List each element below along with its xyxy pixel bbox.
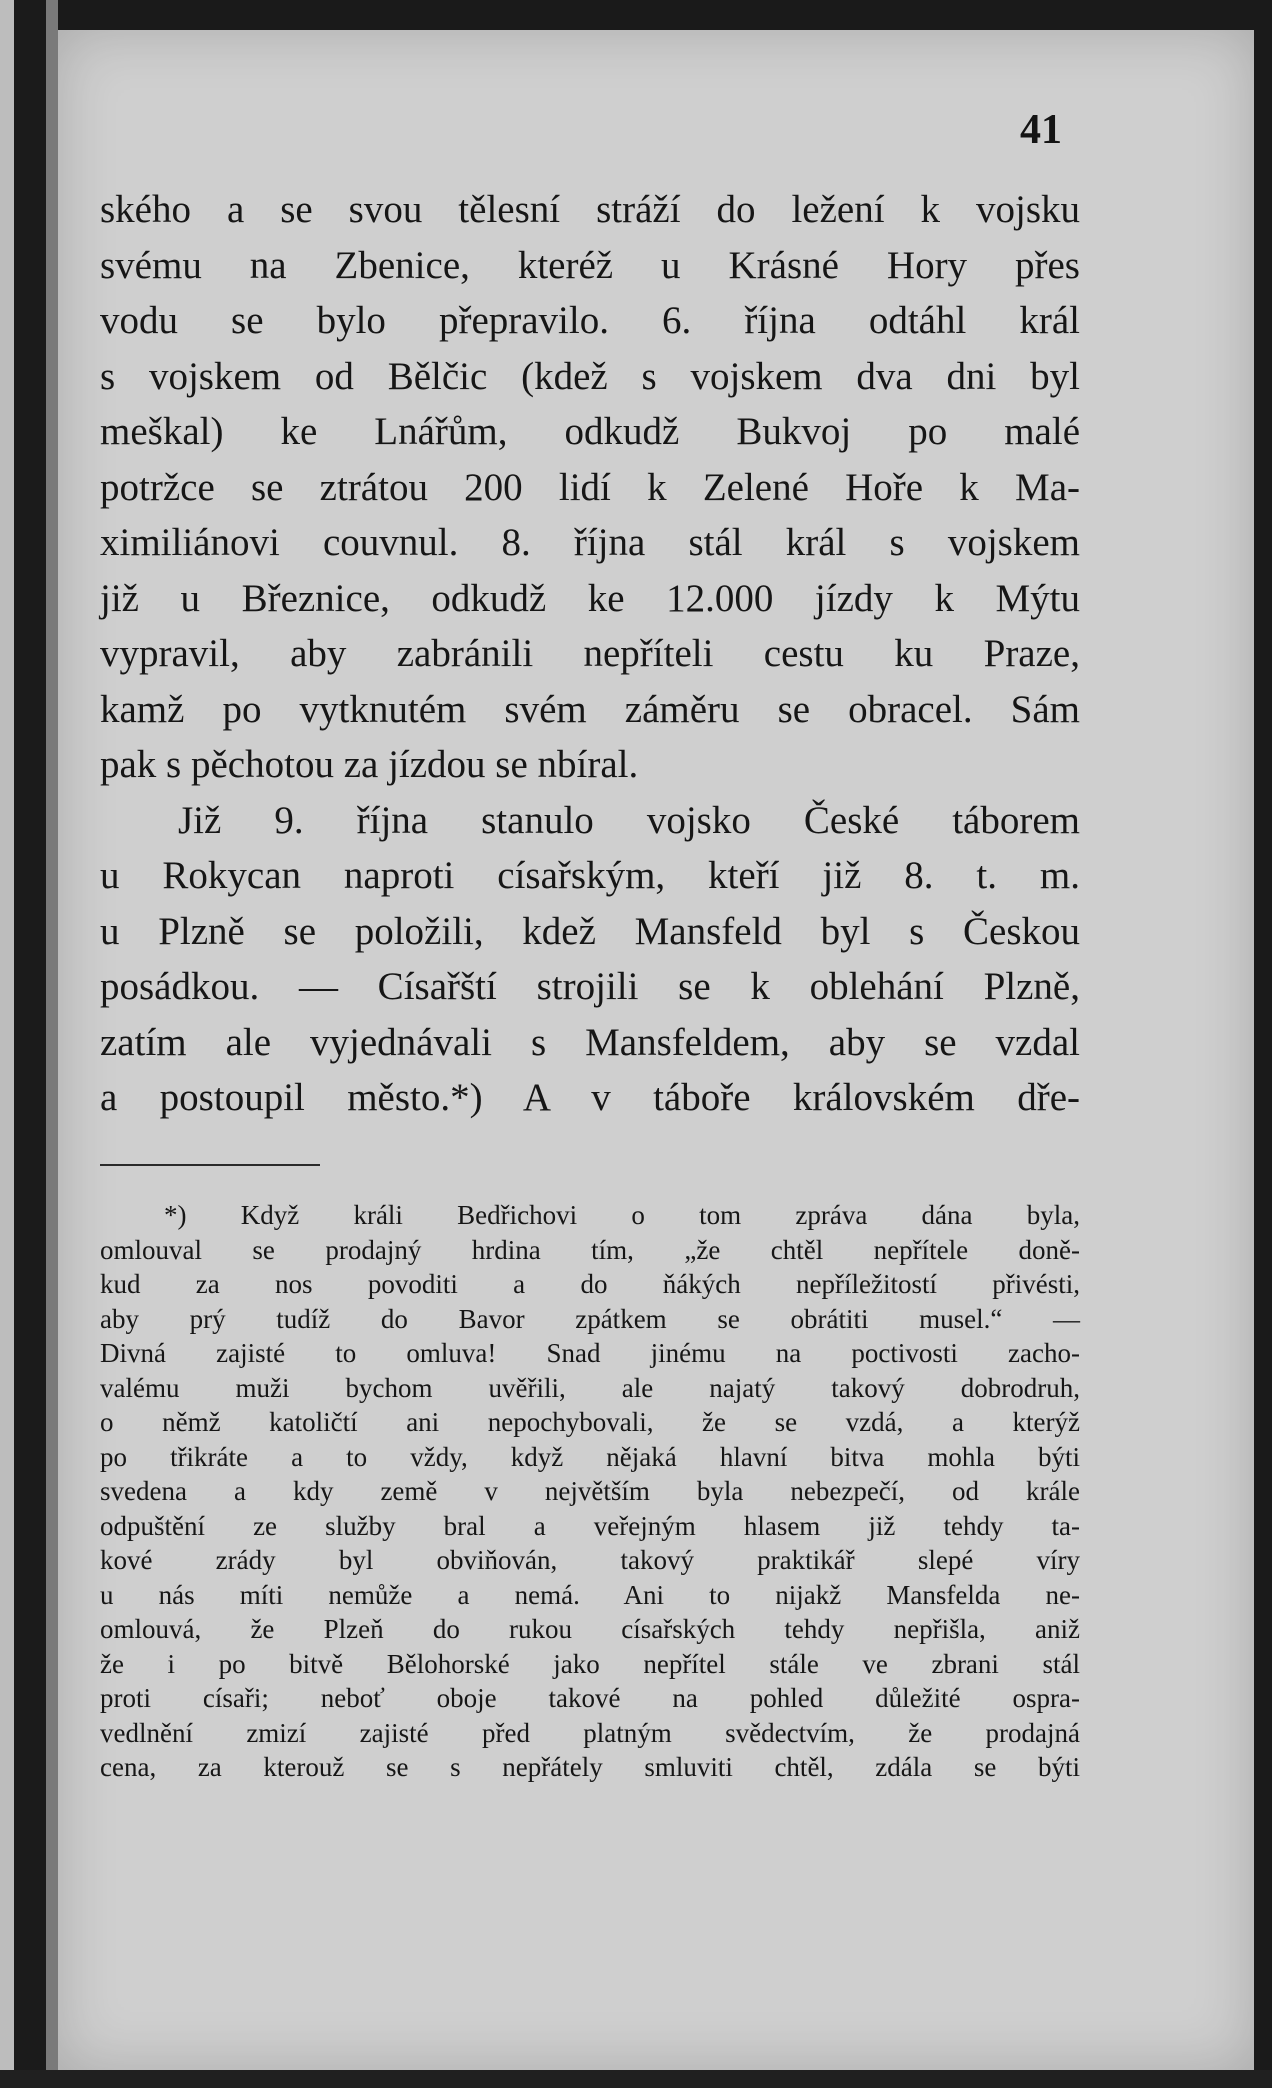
page-number: 41: [1020, 107, 1062, 153]
footnote-line: u nás míti nemůže a nemá. Ani to nijakž Mansfelda ne-: [100, 1579, 1080, 1610]
paragraph-start-line: Již 9. října stanulo vojsko České táborem: [178, 798, 1080, 842]
text-line: s vojskem od Bělčic (kdež s vojskem dva dni byl: [100, 354, 1080, 398]
text-line: vypravil, aby zabránili nepříteli cestu ku Praze,: [100, 632, 1080, 675]
footnote-separator: [100, 1164, 320, 1166]
text-line: meškal) ke Lnářům, odkudž Bukvoj po malé: [100, 410, 1080, 453]
footnote-line: aby prý tudíž do Bavor zpátkem se obrátiti musel.“ —: [100, 1303, 1080, 1334]
footnote-line: po třikráte a to vždy, když nějaká hlavní bitva mohla býti: [100, 1441, 1080, 1472]
text-line: kamž po vytknutém svém záměru se obracel. Sám: [100, 687, 1080, 731]
footnote-line: *) Když králi Bedřichovi o tom zpráva dána byla,: [164, 1200, 1080, 1230]
text-line: ximiliánovi couvnul. 8. října stál král s vojskem: [100, 521, 1080, 564]
footnote-line: valému muži bychom uvěřili, ale najatý takový dobrodruh,: [100, 1372, 1080, 1403]
text-line: u Plzně se položili, kdež Mansfeld byl s Českou: [100, 909, 1080, 953]
text-line: a postoupil město.*) A v táboře královském dře-: [100, 1076, 1080, 1119]
footnote-line: cena, za kterouž se s nepřátely smluviti chtěl, zdála se býti: [100, 1752, 1080, 1782]
main-text-block: [100, 182, 1080, 1126]
text-line: u Rokycan naproti císařským, kteří již 8. t. m.: [100, 854, 1080, 897]
text-line: zatím ale vyjednávali s Mansfeldem, aby se vzdal: [100, 1020, 1080, 1064]
footnote-line: kud za nos povoditi a do ňákých nepříležitostí přivésti,: [100, 1269, 1080, 1299]
footnote-line: omlouval se prodajný hrdina tím, „že chtěl nepřítele doně-: [100, 1234, 1080, 1265]
footnote-line: omlouvá, že Plzeň do rukou císařských tehdy nepřišla, aniž: [100, 1614, 1080, 1644]
footnote-line: Divná zajisté to omluva! Snad jinému na poctivosti zacho-: [100, 1338, 1080, 1368]
text-line: svému na Zbenice, kteréž u Krásné Hory přes: [100, 243, 1080, 287]
footnote-line: kové zrády byl obviňován, takový praktikář slepé víry: [100, 1545, 1080, 1575]
text-line: ského a se svou tělesní stráží do ležení k vojsku: [100, 188, 1080, 231]
footnote-line: vedlnění zmizí zajisté před platným svědectvím, že prodajná: [100, 1717, 1080, 1748]
text-line: pak s pěchotou za jízdou se nbíral.: [100, 743, 639, 786]
text-line: již u Březnice, odkudž ke 12.000 jízdy k Mýtu: [100, 576, 1080, 620]
footnote-line: svedena a kdy země v největším byla nebezpečí, od krále: [100, 1476, 1080, 1506]
footnote-line: o němž katoličtí ani nepochybovali, že se vzdá, a kterýž: [100, 1407, 1080, 1437]
text-line: posádkou. — Císařští strojili se k oblehání Plzně,: [100, 965, 1080, 1008]
footnote-line: proti císaři; neboť oboje takové na pohled důležité ospra-: [100, 1683, 1080, 1713]
page-bottom-edge: [0, 2070, 1272, 2088]
text-line: potržce se ztrátou 200 lidí k Zelené Hoře k Ma-: [100, 465, 1080, 509]
book-spine-shadow: [0, 0, 58, 2088]
text-line: vodu se bylo přepravilo. 6. října odtáhl král: [100, 299, 1080, 342]
footnote-line: že i po bitvě Bělohorské jako nepřítel stále ve zbrani stál: [100, 1648, 1080, 1679]
footnote-block: [100, 1198, 1080, 1785]
footnote-line: odpuštění ze služby bral a veřejným hlasem již tehdy ta-: [100, 1510, 1080, 1541]
